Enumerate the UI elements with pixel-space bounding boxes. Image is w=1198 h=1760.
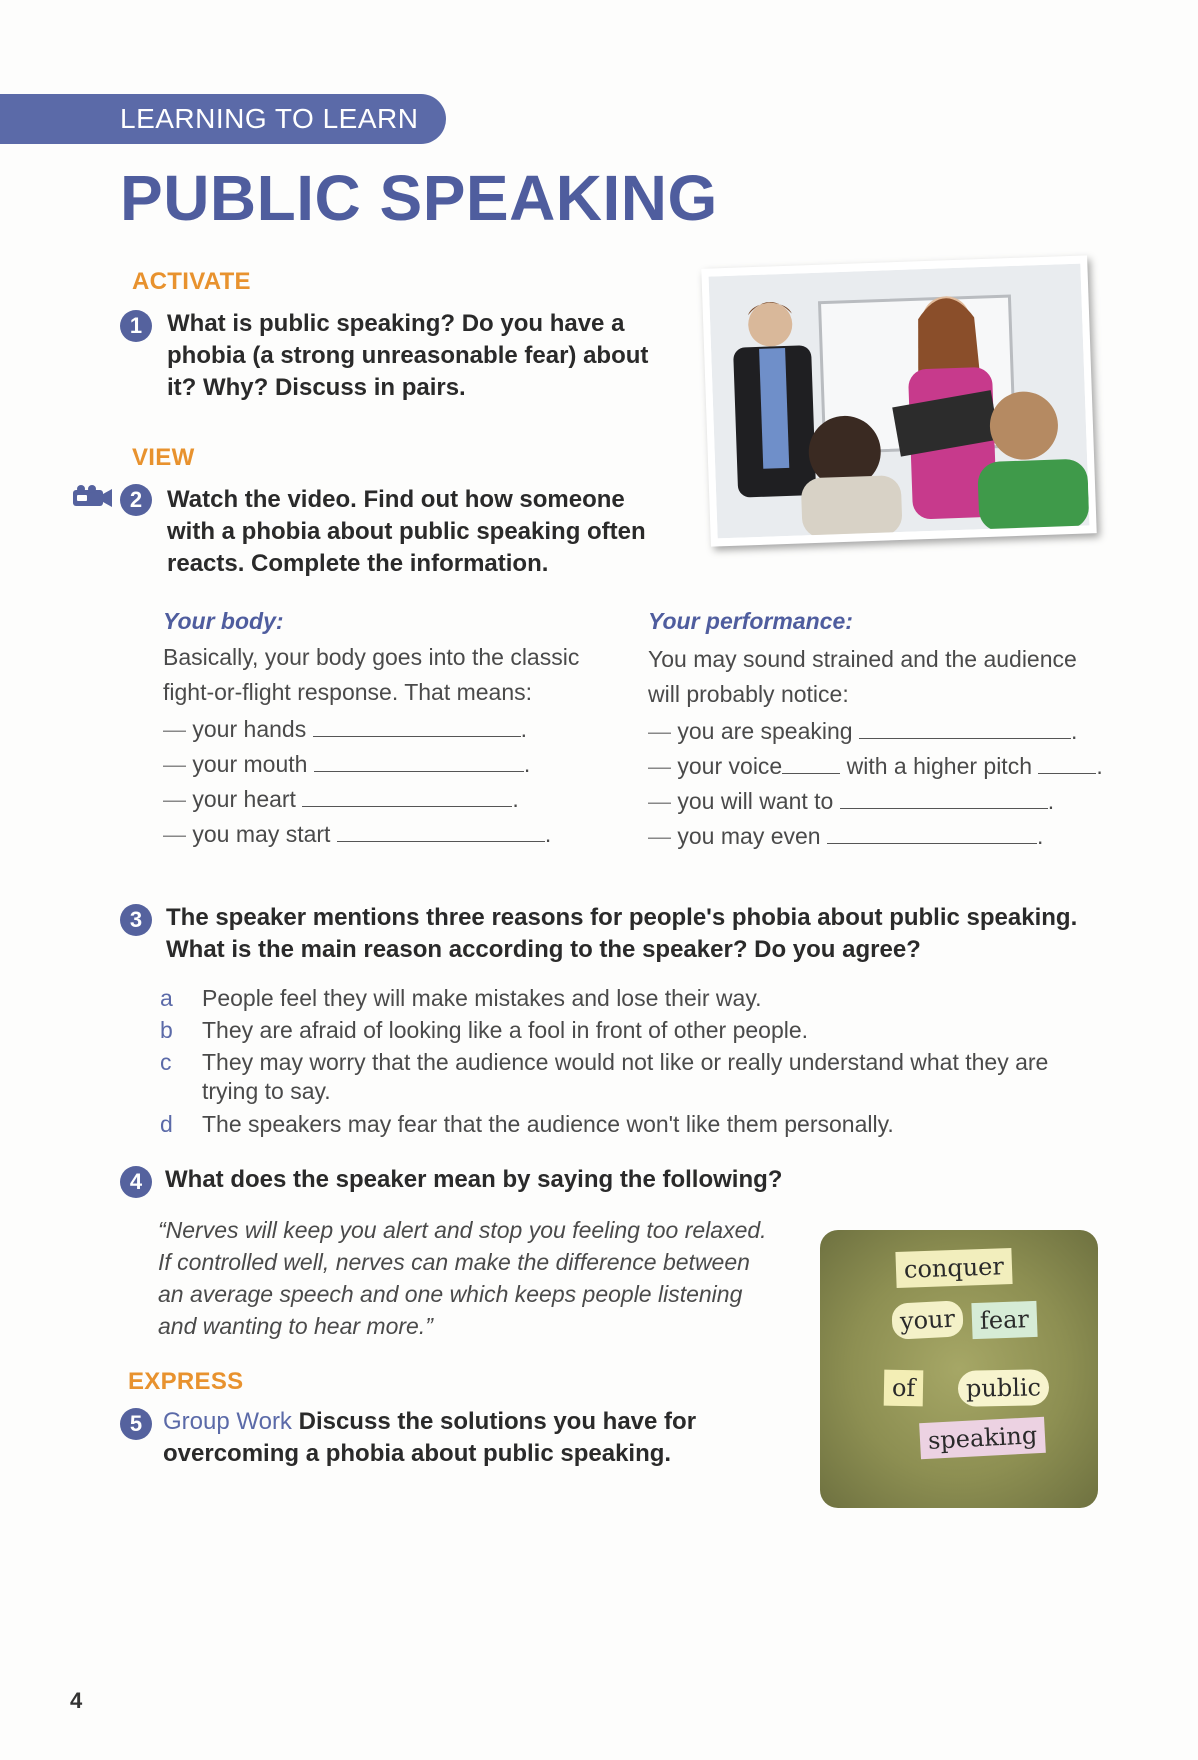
your-performance-heading: Your performance: — [648, 608, 853, 634]
word-tag: public — [958, 1369, 1050, 1407]
question-number-4: 4 — [120, 1166, 152, 1198]
your-body-list — [163, 712, 633, 852]
list-item: — your mouth . — [163, 751, 531, 777]
list-item: — your heart . — [163, 786, 519, 812]
classroom-photo — [701, 255, 1096, 546]
question-number-3: 3 — [120, 904, 152, 936]
express-heading: EXPRESS — [128, 1368, 244, 1395]
page-number: 4 — [70, 1688, 83, 1713]
answer-blank[interactable] — [1038, 755, 1096, 774]
question-1-text: What is public speaking? Do you have a phobia (a strong unreasonable fear) about it? Why? Discuss in pairs. — [167, 310, 649, 401]
list-item: — you may even . — [648, 823, 1044, 849]
answer-blank[interactable] — [313, 718, 521, 737]
list-item: — your hands . — [163, 716, 527, 742]
your-performance-intro: You may sound strained and the audience will probably notice: — [648, 646, 1077, 707]
word-tag: of — [884, 1370, 924, 1407]
answer-blank[interactable] — [314, 753, 524, 772]
option-d[interactable]: d The speakers may fear that the audience won't like them personally. — [160, 1111, 894, 1137]
question-number-5: 5 — [120, 1408, 152, 1440]
list-item: — you will want to . — [648, 788, 1055, 814]
activate-heading: ACTIVATE — [132, 268, 251, 295]
question-4-text: What does the speaker mean by saying the following? — [165, 1166, 783, 1193]
your-performance-list — [648, 714, 1128, 854]
answer-blank[interactable] — [840, 790, 1048, 809]
question-number-1: 1 — [120, 310, 152, 342]
group-work-label: Group Work — [163, 1408, 292, 1435]
presentation-illustration — [709, 264, 1090, 539]
page-title: PUBLIC SPEAKING — [120, 162, 718, 234]
view-heading: VIEW — [132, 444, 195, 471]
answer-blank[interactable] — [827, 825, 1037, 844]
question-2-text: Watch the video. Find out how someone with a phobia about public speaking often reacts. Complete the information. — [167, 486, 646, 577]
answer-blank[interactable] — [859, 720, 1071, 739]
your-body-heading: Your body: — [163, 608, 284, 634]
speaker-quote: “Nerves will keep you alert and stop you feeling too relaxed. If controlled well, nerves can make the difference between an average speech and one which keeps people listening and wanting to hear more.” — [158, 1217, 767, 1339]
list-item: — you are speaking . — [648, 718, 1078, 744]
answer-blank[interactable] — [782, 755, 840, 774]
word-tag: fear — [971, 1301, 1037, 1339]
option-c[interactable]: c They may worry that the audience would not like or really understand what they are trying to say. — [160, 1049, 1049, 1104]
question-3-text: The speaker mentions three reasons for people's phobia about public speaking. What is the main reason according to the speaker? Do you agree? — [166, 904, 1078, 963]
answer-blank[interactable] — [337, 823, 545, 842]
option-b[interactable]: b They are afraid of looking like a fool in front of other people. — [160, 1017, 809, 1043]
video-camera-icon — [72, 484, 118, 508]
conquer-fear-image — [820, 1230, 1098, 1508]
word-tag: conquer — [895, 1248, 1012, 1288]
section-banner: LEARNING TO LEARN — [0, 94, 446, 144]
word-tag: speaking — [919, 1417, 1046, 1460]
list-item: — your voice with a higher pitch . — [648, 753, 1103, 779]
list-item: — you may start . — [163, 821, 552, 847]
your-body-intro: Basically, your body goes into the classic fight-or-flight response. That means: — [163, 644, 580, 705]
answer-blank[interactable] — [302, 788, 512, 807]
question-5-text: Group Work Discuss the solutions you have for overcoming a phobia about public speaking. — [163, 1408, 697, 1467]
option-a[interactable]: a People feel they will make mistakes and lose their way. — [160, 985, 762, 1011]
word-tag: your — [891, 1300, 964, 1340]
question-number-2: 2 — [120, 484, 152, 516]
